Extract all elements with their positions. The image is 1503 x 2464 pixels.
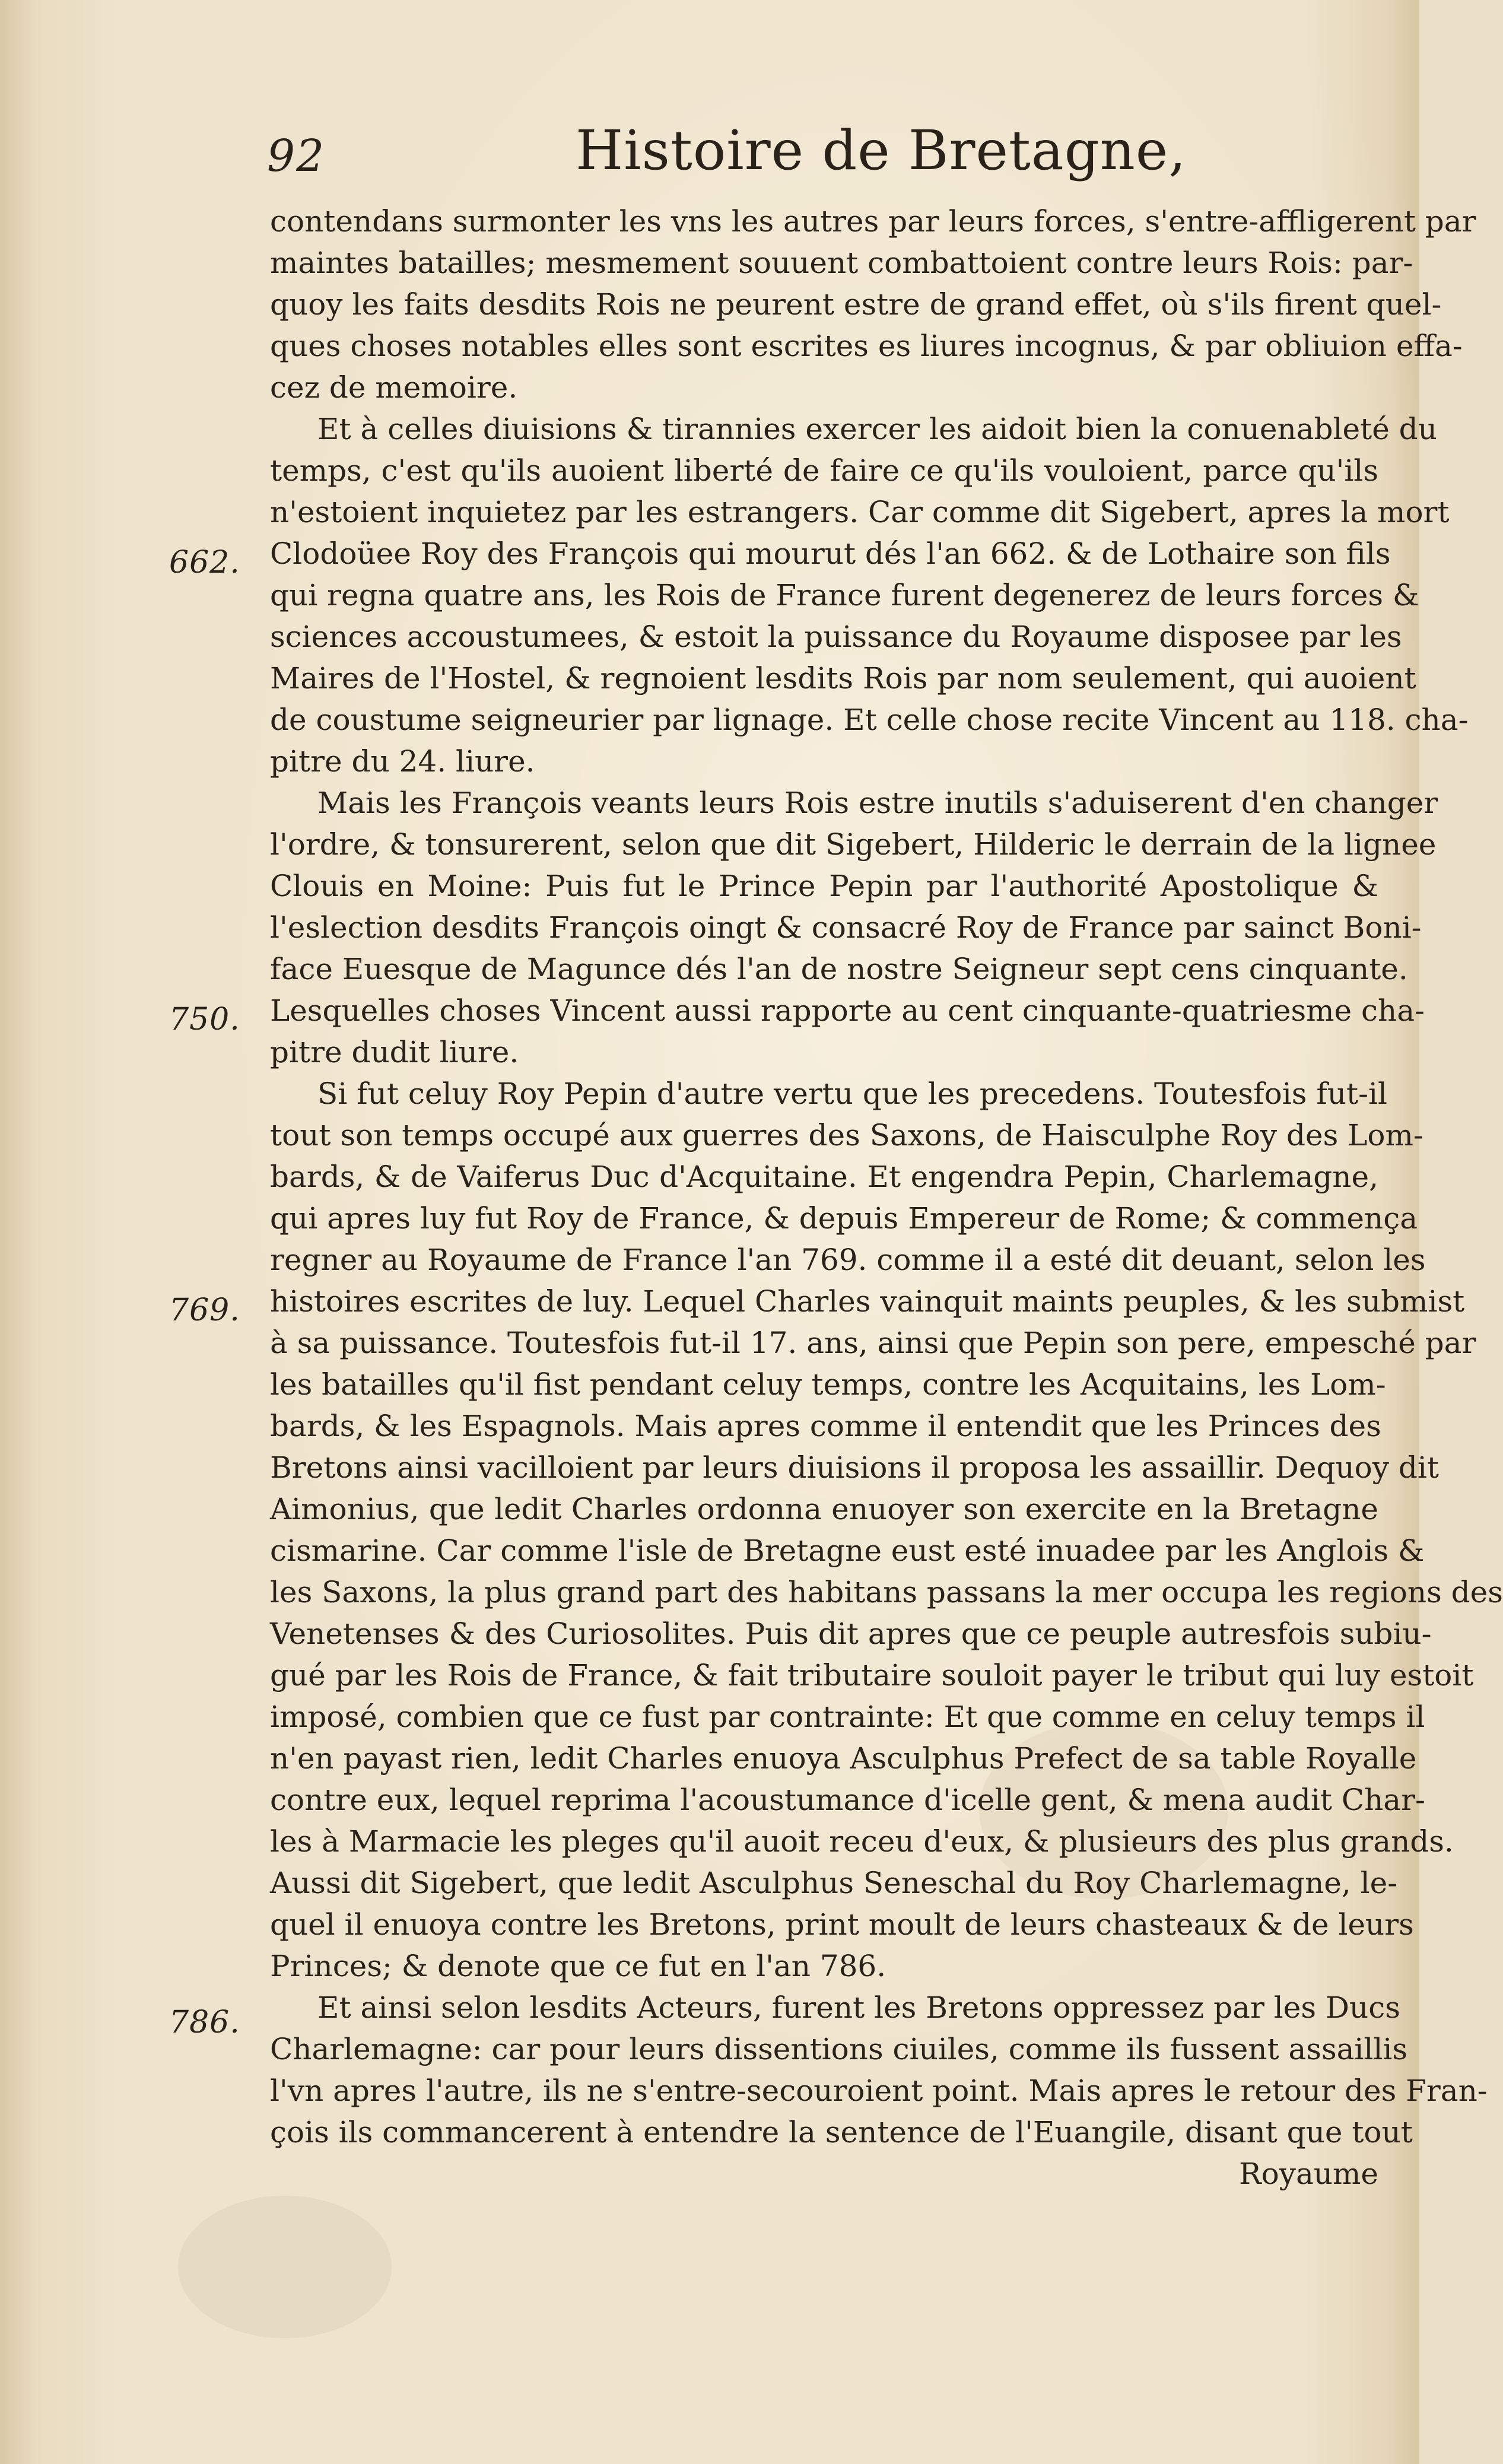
text-line: Princes; & denote que ce fut en l'an 786. (270, 1949, 886, 1983)
text-line: l'vn apres l'autre, ils ne s'entre-secouroient point. Mais apres le retour des Fran- (270, 2074, 1488, 2108)
text-line: n'en payast rien, ledit Charles enuoya Asculphus Prefect de sa table Royalle (270, 1741, 1417, 1776)
margin-note-year: 769. (169, 1293, 240, 1328)
text-line: tout son temps occupé aux guerres des Saxons, de Haisculphe Roy des Lom- (270, 1118, 1423, 1152)
text-line: imposé, combien que ce fust par contrainte: Et que comme en celuy temps il (270, 1700, 1425, 1734)
margin-note-year: 750. (169, 1002, 240, 1037)
running-title: Histoire de Bretagne, (576, 119, 1187, 182)
text-line: sciences accoustumees, & estoit la puissance du Royaume disposee par les (270, 620, 1402, 654)
page-header (267, 119, 1394, 190)
text-line: quel il enuoya contre les Bretons, print moult de leurs chasteaux & de leurs (270, 1907, 1414, 1942)
margin-note-year: 786. (169, 2005, 240, 2040)
text-line: histoires escrites de luy. Lequel Charles vainquit maints peuples, & les submist (270, 1284, 1465, 1319)
text-line: Aussi dit Sigebert, que ledit Asculphus Seneschal du Roy Charlemagne, le- (270, 1866, 1398, 1900)
text-line: Clouis en Moine: Puis fut le Prince Pepin par l'authorité Apostolique & (270, 869, 1378, 903)
text-line: Maires de l'Hostel, & regnoient lesdits Rois par nom seulement, qui auoient (270, 661, 1416, 696)
text-line: cez de memoire. (270, 370, 518, 405)
text-line: Clodoüee Roy des François qui mourut dés l'an 662. & de Lothaire son fils (270, 536, 1391, 571)
text-line: contre eux, lequel reprima l'acoustumance d'icelle gent, & mena audit Char- (270, 1783, 1425, 1817)
text-line: Bretons ainsi vacilloient par leurs diuisions il proposa les assaillir. Dequoy dit (270, 1450, 1439, 1485)
text-line: bards, & les Espagnols. Mais apres comme il entendit que les Princes des (270, 1409, 1381, 1443)
text-line: l'eslection desdits François oingt & consacré Roy de France par sainct Boni- (270, 910, 1422, 945)
text-line: Et ainsi selon lesdits Acteurs, furent les Bretons oppressez par les Ducs (317, 1990, 1400, 2025)
paper-stain (178, 2196, 392, 2338)
text-line: Venetenses & des Curiosolites. Puis dit apres que ce peuple autresfois subiu- (270, 1617, 1432, 1651)
text-line: qui regna quatre ans, les Rois de France furent degenerez de leurs forces & (270, 578, 1419, 612)
margin-note-year: 662. (169, 545, 240, 580)
text-line: regner au Royaume de France l'an 769. comme il a esté dit deuant, selon les (270, 1243, 1426, 1277)
text-line: Et à celles diuisions & tirannies exercer les aidoit bien la conuenableté du (317, 412, 1437, 446)
text-line: ques choses notables elles sont escrites es liures incognus, & par obliuion effa- (270, 329, 1463, 363)
text-line: qui apres luy fut Roy de France, & depuis Empereur de Rome; & commença (270, 1201, 1418, 1236)
text-line: les à Marmacie les pleges qu'il auoit receu d'eux, & plusieurs des plus grands. (270, 1824, 1454, 1859)
text-line: quoy les faits desdits Rois ne peurent estre de grand effet, où s'ils firent quel- (270, 287, 1442, 322)
text-line: n'estoient inquietez par les estrangers. Car comme dit Sigebert, apres la mort (270, 495, 1450, 529)
text-line: Si fut celuy Roy Pepin d'autre vertu que les precedens. Toutesfois fut-il (317, 1077, 1388, 1111)
text-line: bards, & de Vaiferus Duc d'Acquitaine. Et engendra Pepin, Charlemagne, (270, 1160, 1378, 1194)
page-number: 92 (267, 131, 326, 182)
text-line: pitre dudit liure. (270, 1035, 519, 1069)
text-line: à sa puissance. Toutesfois fut-il 17. ans, ainsi que Pepin son pere, empesché par (270, 1326, 1476, 1360)
text-line: pitre du 24. liure. (270, 744, 535, 779)
text-line: Aimonius, que ledit Charles ordonna enuoyer son exercite en la Bretagne (270, 1492, 1378, 1526)
text-line: les batailles qu'il fist pendant celuy temps, contre les Acquitains, les Lom- (270, 1367, 1386, 1402)
text-line: l'ordre, & tonsurerent, selon que dit Sigebert, Hilderic le derrain de la lignee (270, 827, 1437, 862)
text-line: temps, c'est qu'ils auoient liberté de faire ce qu'ils vouloient, parce qu'ils (270, 453, 1378, 488)
text-line: Charlemagne: car pour leurs dissentions ciuiles, comme ils fussent assaillis (270, 2032, 1408, 2066)
text-line: Lesquelles choses Vincent aussi rapporte au cent cinquante-quatriesme cha- (270, 993, 1425, 1028)
text-line: de coustume seigneurier par lignage. Et celle chose recite Vincent au 118. cha- (270, 703, 1469, 737)
catchword: Royaume (1238, 2157, 1378, 2191)
text-line: cismarine. Car comme l'isle de Bretagne eust esté inuadee par les Anglois & (270, 1533, 1425, 1568)
text-line: çois ils commancerent à entendre la sentence de l'Euangile, disant que tout (270, 2115, 1413, 2149)
text-line: gué par les Rois de France, & fait tributaire souloit payer le tribut qui luy estoit (270, 1658, 1474, 1693)
text-line: maintes batailles; mesmement souuent combattoient contre leurs Rois: par- (270, 246, 1413, 280)
text-line: Mais les François veants leurs Rois estre inutils s'aduiserent d'en changer (317, 786, 1438, 820)
text-line: face Euesque de Magunce dés l'an de nostre Seigneur sept cens cinquante. (270, 952, 1408, 986)
text-line: les Saxons, la plus grand part des habitans passans la mer occupa les regions des (270, 1575, 1503, 1609)
text-line: contendans surmonter les vns les autres par leurs forces, s'entre-affligerent par (270, 204, 1476, 239)
body-text (270, 201, 1503, 2195)
